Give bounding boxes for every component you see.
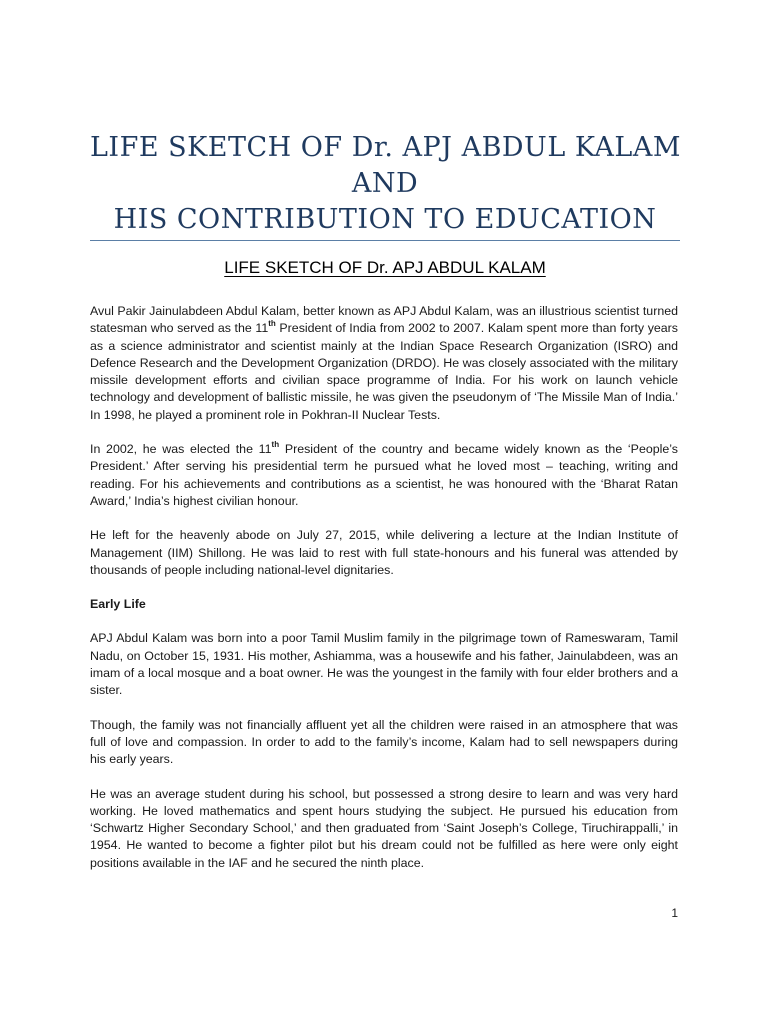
paragraph-demise: He left for the heavenly abode on July 27, 2015, while delivering a lecture at the Indian Institute of Management (IIM) Shillong. He was laid to rest with full state-honours and his funeral was attended by thousands of people including national-level dignitaries. <box>90 528 678 577</box>
ordinal-suffix: th <box>268 319 276 329</box>
title-divider <box>90 240 680 241</box>
paragraph-education: He was an average student during his school, but possessed a strong desire to learn and was very hard working. He loved mathematics and spent hours studying the subject. He pursued his education from ‘Schwartz Higher Secondary School,’ and then graduated from ‘Saint Joseph’s College, Tiruchirappalli,’ in 1954. He wanted to become a fighter pilot but his dream could not be fulfilled as here were only eight positions available in the IAF and he secured the ninth place. <box>90 786 678 870</box>
title-line-2: AND <box>351 168 419 199</box>
section-subtitle: LIFE SKETCH OF Dr. APJ ABDUL KALAM <box>224 258 546 277</box>
title-line-1: LIFE SKETCH OF Dr. APJ ABDUL KALAM <box>90 132 681 163</box>
heading-early-life: Early Life <box>90 597 146 612</box>
paragraph-intro-text-a: Avul Pakir Jainulabdeen Abdul Kalam, better known as APJ Abdul Kalam, was an illustrious scientist turned statesman who served as the 11 <box>90 304 678 336</box>
paragraph-intro <box>90 303 678 424</box>
document-title <box>90 130 680 238</box>
page-number: 1 <box>671 906 678 920</box>
title-line-3: HIS CONTRIBUTION TO EDUCATION <box>113 204 657 235</box>
paragraph-presidency-text-b: President of the country and became widely known as the ‘People’s President.’ After serving his presidential term he pursued what he loved most – teaching, writing and reading. For his achievements and contributions as a scientist, he was honoured with the ‘Bharat Ratan Award,’ India’s highest civilian honour. <box>90 442 678 508</box>
document-body <box>90 303 678 889</box>
paragraph-presidency-text-a: In 2002, he was elected the 11 <box>90 442 272 457</box>
ordinal-suffix: th <box>271 440 280 450</box>
paragraph-intro-text-b: President of India from 2002 to 2007. Kalam spent more than forty years as a science administrator and scientist mainly at the Indian Space Research Organization (ISRO) and Defence Research and the Development Organization (DRDO). He was closely associated with the military missile development efforts and civilian space programme of India. For his work on launch vehicle technology and development of ballistic missile, he was given the pseudonym of ‘The Missile Man of India.’ In 1998, he played a prominent role in Pokhran-II Nuclear Tests. <box>90 321 678 422</box>
paragraph-birth: APJ Abdul Kalam was born into a poor Tamil Muslim family in the pilgrimage town of Rameswaram, Tamil Nadu, on October 15, 1931. His mother, Ashiamma, was a housewife and his father, Jainulabdeen, was an imam of a local mosque and a boat owner. He was the youngest in the family with four elder brothers and a sister. <box>90 631 678 698</box>
paragraph-presidency <box>90 441 678 510</box>
paragraph-family: Though, the family was not financially affluent yet all the children were raised in an atmosphere that was full of love and compassion. In order to add to the family’s income, Kalam had to sell newspapers during his early years. <box>90 717 678 767</box>
